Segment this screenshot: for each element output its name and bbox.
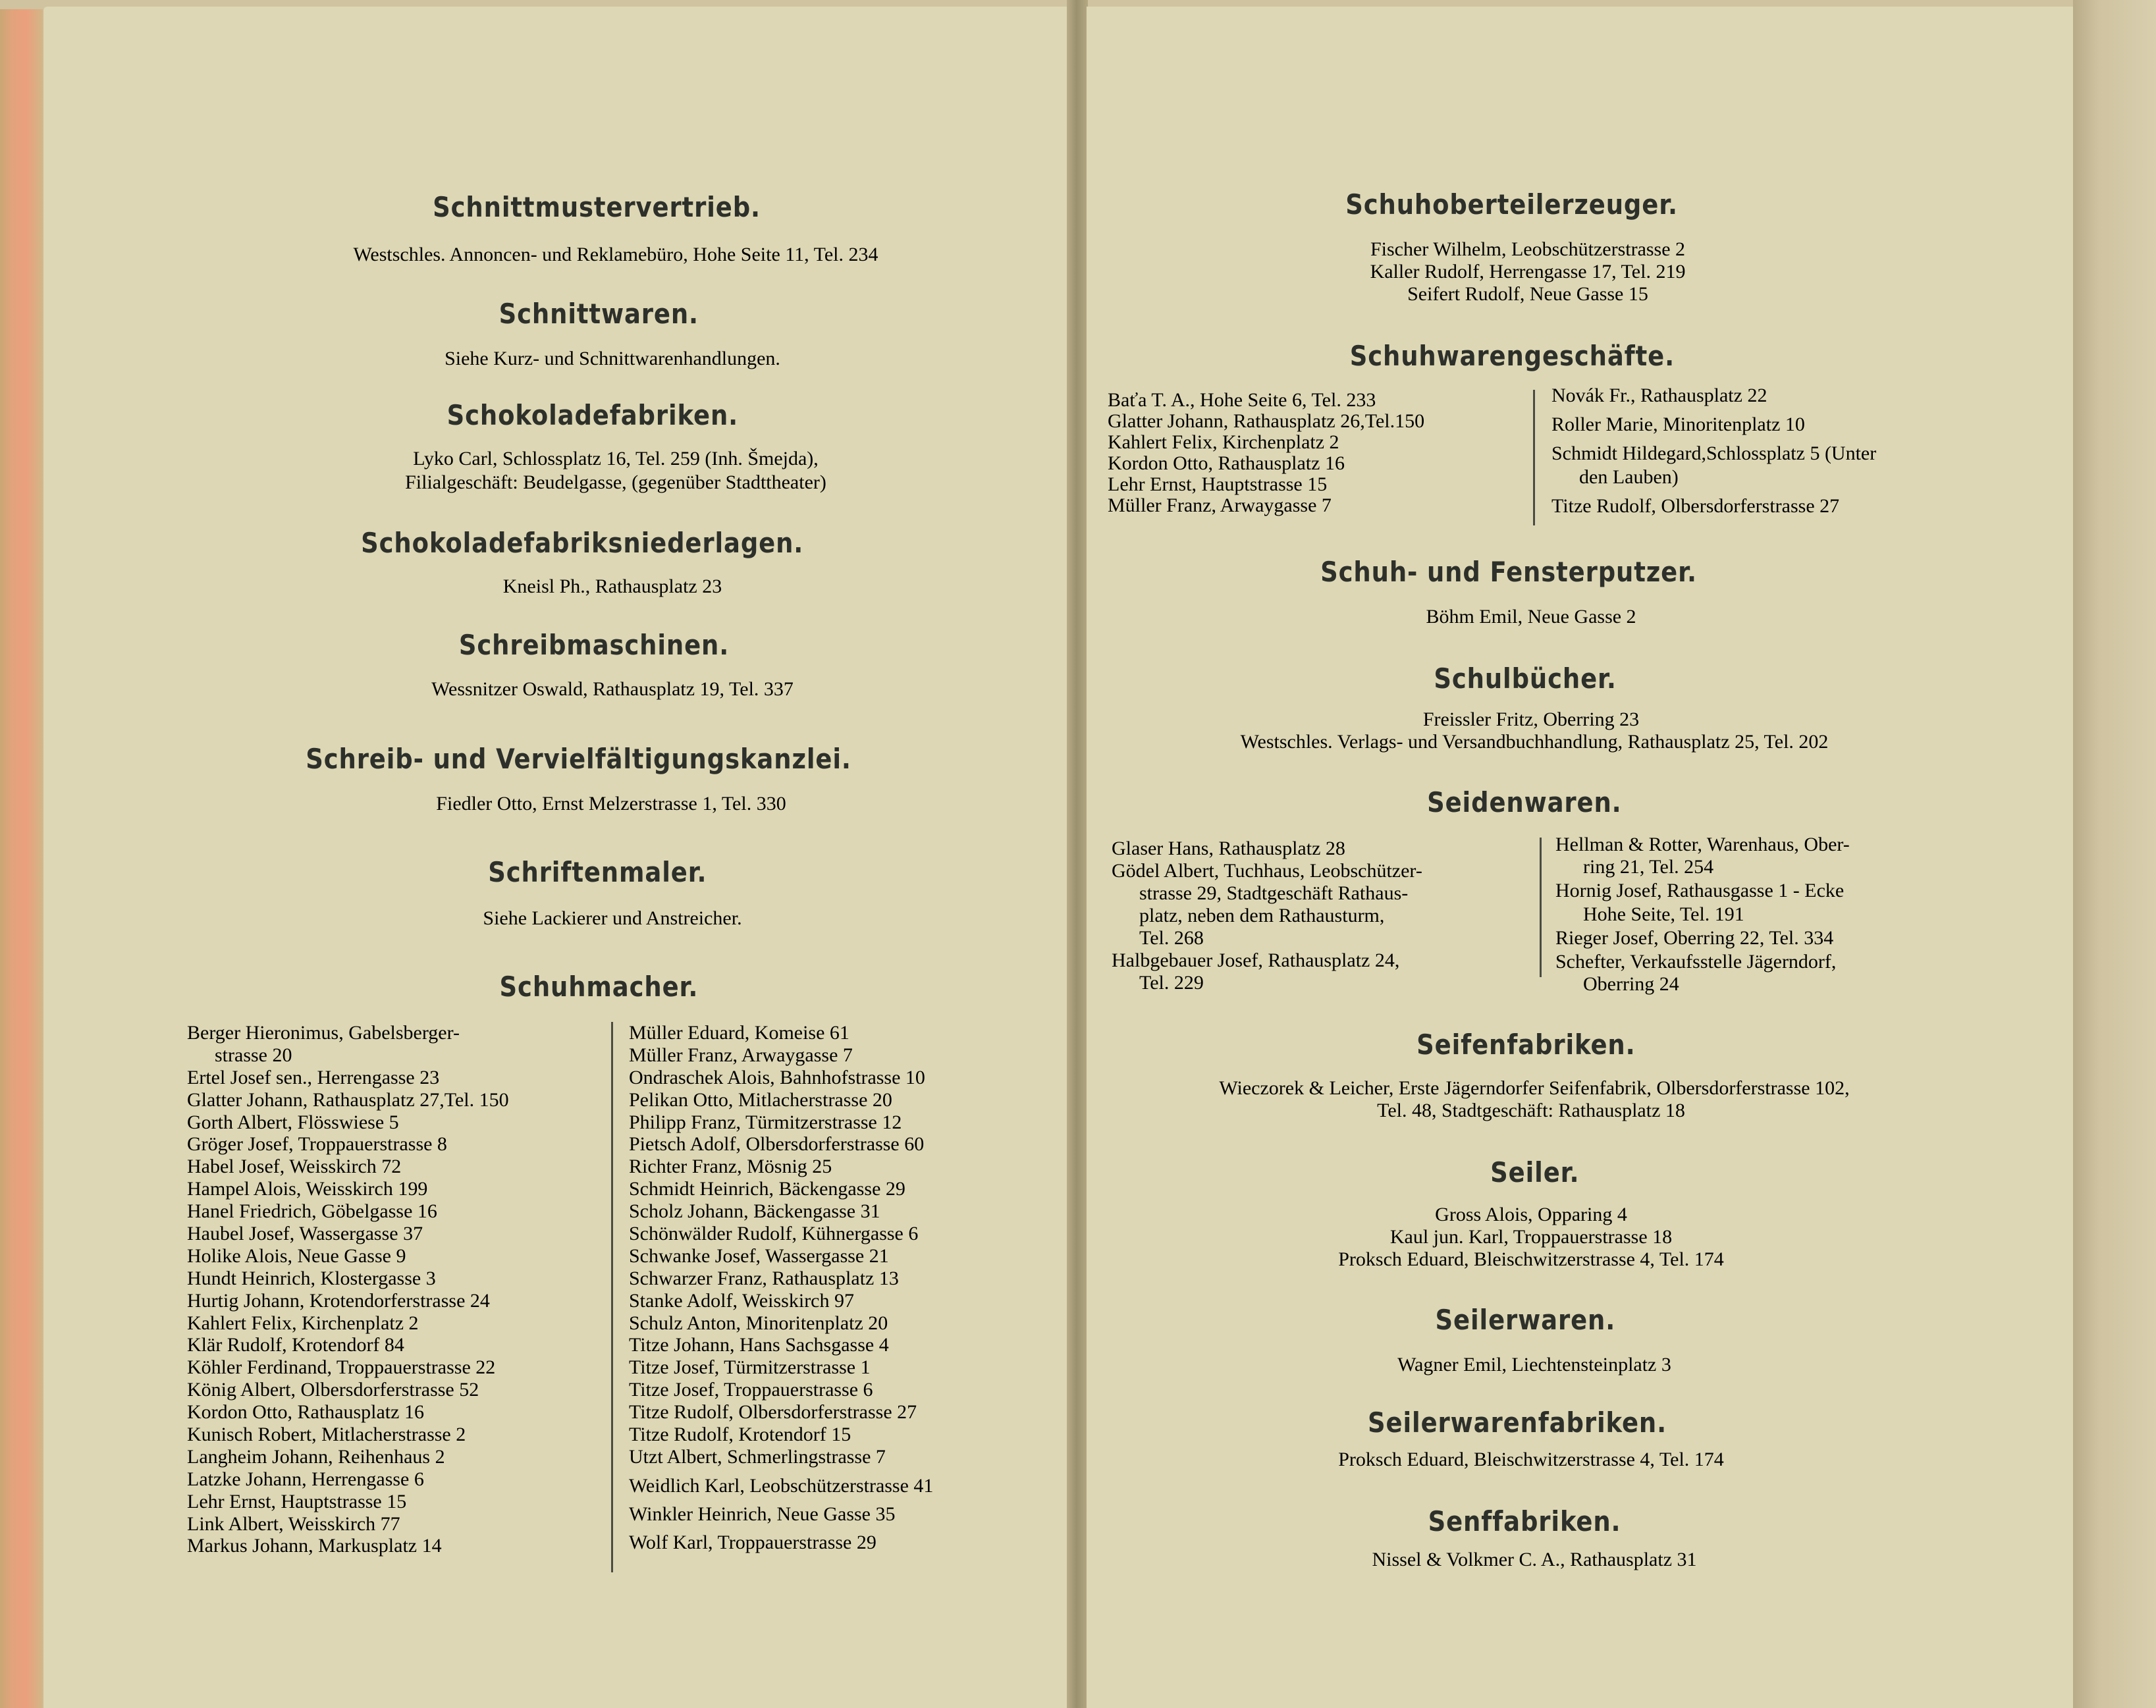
list-item: Schulz Anton, Minoritenplatz 20	[629, 1312, 888, 1334]
list-item: Glatter Johann, Rathausplatz 26,Tel.150	[1108, 410, 1425, 432]
list-item: Hellman & Rotter, Warenhaus, Ober-	[1555, 834, 1850, 855]
entry-line: Fiedler Otto, Ernst Melzerstrasse 1, Tel. 330	[436, 793, 786, 814]
list-item: Hohe Seite, Tel. 191	[1583, 903, 1744, 925]
list-item: Kordon Otto, Rathausplatz 16	[1108, 452, 1345, 474]
list-item: Winkler Heinrich, Neue Gasse 35	[629, 1503, 896, 1525]
list-item: den Lauben)	[1579, 466, 1679, 488]
section-heading: Schreibmaschinen.	[458, 629, 730, 661]
list-item: Müller Franz, Arwaygasse 7	[1108, 494, 1332, 516]
list-item: Roller Marie, Minoritenplatz 10	[1551, 414, 1805, 435]
list-item: Titze Johann, Hans Sachsgasse 4	[629, 1334, 889, 1356]
entry-line: Wagner Emil, Liechtensteinplatz 3	[1397, 1354, 1671, 1375]
list-item: Ondraschek Alois, Bahnhofstrasse 10	[629, 1066, 925, 1088]
section-heading: Schnittwaren.	[499, 298, 699, 330]
list-item: Schwarzer Franz, Rathausplatz 13	[629, 1267, 899, 1289]
list-item: Hurtig Johann, Krotendorferstrasse 24	[187, 1289, 490, 1312]
list-item: Hornig Josef, Rathausgasse 1 - Ecke	[1555, 880, 1845, 901]
list-item: König Albert, Olbersdorferstrasse 52	[187, 1379, 479, 1401]
list-item: Titze Rudolf, Olbersdorferstrasse 27	[629, 1401, 917, 1424]
list-item: Hampel Alois, Weisskirch 199	[187, 1178, 428, 1200]
list-item: Titze Rudolf, Krotendorf 15	[629, 1424, 851, 1446]
entry-line: Westschles. Annoncen- und Reklamebüro, Hohe Seite 11, Tel. 234	[353, 244, 878, 265]
list-item: Markus Johann, Markusplatz 14	[187, 1535, 442, 1557]
list-item: strasse 20	[215, 1044, 292, 1066]
section-heading: Schuhwarengeschäfte.	[1349, 340, 1675, 372]
list-item: Glaser Hans, Rathausplatz 28	[1112, 838, 1345, 859]
list-item: Tel. 268	[1139, 927, 1204, 949]
entry-line: Siehe Lackierer und Anstreicher.	[483, 907, 742, 929]
entry-line: Tel. 48, Stadtgeschäft: Rathausplatz 18	[1377, 1100, 1685, 1121]
entry-line: Siehe Kurz- und Schnittwarenhandlungen.	[445, 348, 780, 369]
entry-line: Kaller Rudolf, Herrengasse 17, Tel. 219	[1370, 261, 1686, 282]
list-item: Novák Fr., Rathausplatz 22	[1551, 385, 1767, 406]
list-item: Gödel Albert, Tuchhaus, Leobschützer-	[1112, 860, 1422, 882]
section-heading: Schulbücher.	[1434, 662, 1617, 695]
entry-line: Kneisl Ph., Rathausplatz 23	[502, 575, 722, 597]
list-item: Titze Josef, Troppauerstrasse 6	[629, 1379, 873, 1401]
outer-margin	[2073, 0, 2156, 1708]
entry-line: Proksch Eduard, Bleischwitzerstrasse 4, Tel. 174	[1338, 1449, 1724, 1470]
list-item: Tel. 229	[1139, 972, 1204, 994]
list-item: Titze Josef, Türmitzerstrasse 1	[629, 1356, 871, 1379]
list-item: Wolf Karl, Troppauerstrasse 29	[629, 1531, 876, 1553]
list-item: Haubel Josef, Wassergasse 37	[187, 1223, 423, 1245]
list-item: Kahlert Felix, Kirchenplatz 2	[1108, 431, 1339, 453]
section-heading: Schuhmacher.	[499, 971, 699, 1003]
section-heading: Schuhoberteilerzeuger.	[1345, 188, 1678, 221]
list-item: Kunisch Robert, Mitlacherstrasse 2	[187, 1424, 466, 1446]
list-item: Scholz Johann, Bäckengasse 31	[629, 1200, 880, 1223]
list-item: Oberring 24	[1583, 973, 1679, 995]
list-item: Baťa T. A., Hohe Seite 6, Tel. 233	[1108, 389, 1376, 411]
list-item: Richter Franz, Mösnig 25	[629, 1156, 832, 1178]
entry-line: Proksch Eduard, Bleischwitzerstrasse 4, Tel. 174	[1338, 1248, 1724, 1270]
entry-line: Kaul jun. Karl, Troppauerstrasse 18	[1389, 1226, 1673, 1248]
list-item: Rieger Josef, Oberring 22, Tel. 334	[1555, 927, 1834, 949]
schuhmacher-column-right	[629, 1022, 1050, 1560]
list-item: Holike Alois, Neue Gasse 9	[187, 1244, 406, 1267]
column-divider	[1533, 390, 1535, 525]
list-item: Pelikan Otto, Mitlacherstrasse 20	[629, 1088, 892, 1111]
entry-line: Wieczorek & Leicher, Erste Jägerndorfer Seifenfabrik, Olbersdorferstrasse 102,	[1219, 1077, 1850, 1099]
entry-line: Lyko Carl, Schlossplatz 16, Tel. 259 (Inh. Šmejda),	[413, 448, 819, 469]
entry-line: Filialgeschäft: Beudelgasse, (gegenüber Stadttheater)	[405, 471, 826, 493]
list-item: Hanel Friedrich, Göbelgasse 16	[187, 1200, 437, 1223]
list-item: Philipp Franz, Türmitzerstrasse 12	[629, 1111, 902, 1133]
list-item: Link Albert, Weisskirch 77	[187, 1512, 400, 1535]
list-item: Köhler Ferdinand, Troppauerstrasse 22	[187, 1356, 496, 1379]
list-item: Schmidt Hildegard,Schlossplatz 5 (Unter	[1551, 442, 1877, 464]
seidenwaren-column-left	[1112, 838, 1533, 994]
entry-line: Wessnitzer Oswald, Rathausplatz 19, Tel. 337	[431, 678, 794, 700]
list-item: Weidlich Karl, Leobschützerstrasse 41	[629, 1474, 934, 1497]
entry-line: Seifert Rudolf, Neue Gasse 15	[1407, 283, 1648, 305]
entry-line: Fischer Wilhelm, Leobschützerstrasse 2	[1370, 238, 1686, 260]
list-item: Schmidt Heinrich, Bäckengasse 29	[629, 1178, 905, 1200]
column-divider	[611, 1022, 613, 1572]
schuhwaren-column-right	[1551, 385, 1986, 519]
section-heading: Schuh- und Fensterputzer.	[1320, 556, 1697, 588]
list-item: Latzke Johann, Herrengasse 6	[187, 1468, 424, 1490]
section-heading: Seiler.	[1490, 1156, 1580, 1188]
list-item: Pietsch Adolf, Olbersdorferstrasse 60	[629, 1133, 925, 1156]
section-heading: Seifenfabriken.	[1416, 1028, 1636, 1061]
entry-line: Böhm Emil, Neue Gasse 2	[1426, 606, 1636, 627]
section-heading: Schriftenmaler.	[488, 856, 707, 888]
list-item: Schwanke Josef, Wassergasse 21	[629, 1244, 889, 1267]
column-divider	[1540, 838, 1542, 977]
list-item: Kordon Otto, Rathausplatz 16	[187, 1401, 424, 1424]
list-item: ring 21, Tel. 254	[1583, 856, 1714, 878]
book-gutter	[1067, 0, 1088, 1708]
list-item: Gorth Albert, Flösswiese 5	[187, 1111, 399, 1133]
list-item: Kahlert Felix, Kirchenplatz 2	[187, 1312, 419, 1334]
list-item: Halbgebauer Josef, Rathausplatz 24,	[1112, 949, 1400, 971]
list-item: Lehr Ernst, Hauptstrasse 15	[187, 1490, 407, 1512]
list-item: Titze Rudolf, Olbersdorferstrasse 27	[1551, 495, 1840, 517]
section-heading: Seilerwarenfabriken.	[1368, 1406, 1667, 1439]
list-item: Glatter Johann, Rathausplatz 27,Tel. 150	[187, 1088, 509, 1111]
seidenwaren-column-right	[1555, 834, 1990, 996]
list-item: strasse 29, Stadtgeschäft Rathaus-	[1139, 882, 1409, 904]
section-heading: Schnittmustervertrieb.	[433, 191, 761, 223]
list-item: platz, neben dem Rathausturm,	[1139, 905, 1385, 926]
section-heading: Schokoladefabriken.	[446, 399, 739, 431]
section-heading: Schreib- und Vervielfältigungskanzlei.	[306, 743, 851, 775]
section-heading: Schokoladefabriksniederlagen.	[361, 527, 804, 559]
list-item: Langheim Johann, Reihenhaus 2	[187, 1445, 445, 1468]
schuhmacher-column-left	[187, 1022, 608, 1557]
list-item: Gröger Josef, Troppauerstrasse 8	[187, 1133, 447, 1156]
list-item: Müller Eduard, Komeise 61	[629, 1022, 849, 1044]
entry-line: Freissler Fritz, Oberring 23	[1422, 708, 1640, 730]
entry-line: Gross Alois, Opparing 4	[1435, 1204, 1627, 1225]
page-edge	[0, 9, 46, 1708]
list-item: Schönwälder Rudolf, Kühnergasse 6	[629, 1223, 919, 1245]
list-item: Schefter, Verkaufsstelle Jägerndorf,	[1555, 951, 1837, 973]
list-item: Hundt Heinrich, Klostergasse 3	[187, 1267, 436, 1289]
entry-line: Nissel & Volkmer C. A., Rathausplatz 31	[1372, 1549, 1697, 1570]
list-item: Stanke Adolf, Weisskirch 97	[629, 1289, 854, 1312]
list-item: Ertel Josef sen., Herrengasse 23	[187, 1066, 440, 1088]
list-item: Habel Josef, Weisskirch 72	[187, 1156, 402, 1178]
list-item: Klär Rudolf, Krotendorf 84	[187, 1334, 404, 1356]
list-item: Lehr Ernst, Hauptstrasse 15	[1108, 473, 1328, 495]
schuhwaren-column-left	[1108, 390, 1529, 516]
section-heading: Seidenwaren.	[1427, 786, 1622, 818]
list-item: Berger Hieronimus, Gabelsberger-	[187, 1022, 460, 1044]
list-item: Müller Franz, Arwaygasse 7	[629, 1044, 853, 1066]
section-heading: Seilerwaren.	[1435, 1304, 1616, 1336]
section-heading: Senffabriken.	[1428, 1505, 1621, 1537]
entry-line: Westschles. Verlags- und Versandbuchhandlung, Rathausplatz 25, Tel. 202	[1240, 731, 1829, 753]
list-item: Utzt Albert, Schmerlingstrasse 7	[629, 1445, 886, 1468]
